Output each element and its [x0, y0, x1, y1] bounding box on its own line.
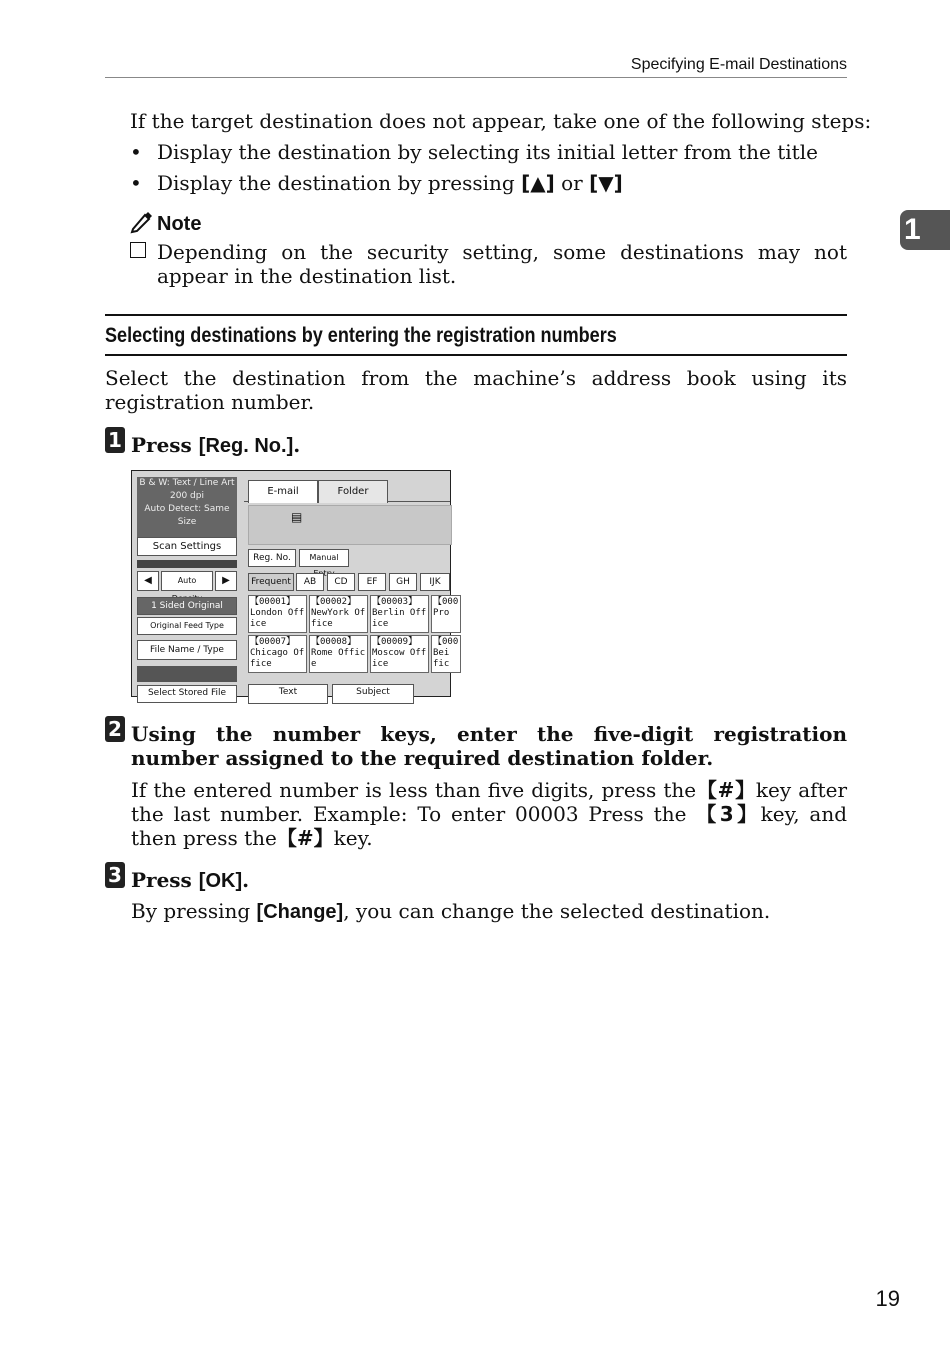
step-instruction: Press [OK]. — [131, 868, 250, 892]
three-key: 【3】 — [696, 802, 761, 826]
density-right-button[interactable]: ▶ — [215, 571, 237, 591]
bullet-text: Display the destination by pressing — [157, 171, 515, 195]
title-ijk[interactable]: IJK — [420, 573, 450, 591]
change-key: [Change] — [256, 901, 344, 923]
destination-entry[interactable]: 【00001】 London Off ice — [248, 595, 307, 633]
address-icon: ▤ — [291, 510, 303, 524]
original-feed-button[interactable]: Original Feed Type — [137, 617, 237, 635]
hash-key: 【#】 — [276, 826, 334, 850]
step-number: 2 — [105, 716, 125, 742]
section-rule-bottom — [105, 354, 847, 356]
section-rule-top — [105, 314, 847, 316]
chapter-tab: 1 — [900, 210, 950, 250]
select-stored-file-button[interactable]: Select Stored File — [137, 685, 237, 703]
destination-entry[interactable]: 【00008】 Rome Offic e — [309, 635, 368, 673]
down-key: [▼] — [589, 171, 623, 195]
step-instruction: Using the number keys, enter the five-digit registration number assigned to the required destination folder. — [131, 722, 847, 770]
section-title: Selecting destinations by entering the registration numbers — [105, 324, 617, 347]
scan-status-panel: B & W: Text / Line Art 200 dpi Auto Detect: Same Size — [137, 477, 237, 547]
hash-key: 【#】 — [696, 778, 756, 802]
title-ef[interactable]: EF — [358, 573, 386, 591]
control-panel-screenshot — [131, 470, 459, 698]
reg-no-key: [Reg. No.] — [198, 435, 294, 457]
bullet-item — [157, 171, 623, 195]
tab-email[interactable]: E-mail — [248, 480, 318, 503]
step-number: 3 — [105, 862, 125, 888]
bullet-dot: • — [130, 140, 142, 164]
up-key: [▲] — [521, 171, 555, 195]
manual-entry-button[interactable]: Manual — [299, 549, 349, 567]
tab-folder[interactable]: Folder — [318, 480, 388, 503]
destination-entry[interactable]: 【00007】 Chicago Of fice — [248, 635, 307, 673]
running-head: Specifying E-mail Destinations — [630, 56, 847, 73]
pencil-icon — [130, 211, 154, 237]
note-item: Depending on the security setting, some destinations may not appear in the destination list. — [157, 240, 847, 288]
destination-entry[interactable]: 【00002】 NewYork Of fice — [309, 595, 368, 633]
title-ab[interactable]: AB — [296, 573, 324, 591]
sided-original-button[interactable]: 1 Sided Original — [137, 597, 237, 615]
step-instruction: Press [Reg. No.]. — [131, 433, 301, 457]
destination-field — [248, 505, 452, 545]
title-cd[interactable]: CD — [327, 573, 355, 591]
title-gh[interactable]: GH — [389, 573, 417, 591]
bullet-item: Display the destination by selecting its initial letter from the title — [157, 140, 818, 164]
file-name-button[interactable]: File Name / Type — [137, 640, 237, 660]
destination-entry[interactable]: 【000 Pro — [431, 595, 461, 633]
page-number: 19 — [875, 1286, 900, 1311]
density-label: Auto — [161, 571, 213, 591]
bullet-or: or — [561, 171, 583, 195]
density-left-button[interactable]: ◀ — [137, 571, 159, 591]
intro-text: If the target destination does not appear, take one of the following steps: — [130, 109, 872, 133]
density-scale — [137, 560, 237, 568]
checkbox-icon — [130, 242, 146, 258]
step-detail: By pressing [Change], you can change the selected destination. — [131, 899, 771, 923]
text-button[interactable]: Text — [248, 684, 328, 704]
title-frequent[interactable]: Frequent — [248, 573, 294, 591]
ok-key: [OK] — [198, 870, 243, 892]
reg-no-button[interactable]: Reg. No. — [248, 549, 296, 567]
step-number: 1 — [105, 427, 125, 453]
destination-entry[interactable]: 【00003】 Berlin Off ice — [370, 595, 429, 633]
section-intro: Select the destination from the machine’s address book using its registration number. — [105, 366, 847, 414]
divider-bar — [137, 666, 237, 682]
destination-entry[interactable]: 【00009】 Moscow Off ice — [370, 635, 429, 673]
bullet-dot: • — [130, 171, 142, 195]
destination-entry[interactable]: 【000 Bei fic — [431, 635, 461, 673]
header-rule — [105, 77, 847, 78]
step-detail: If the entered number is less than five digits, press the【#】key after the last number. Example: To enter 00003 Press the 【3】key, and then press the【#】key. — [131, 778, 848, 850]
note-heading: Note — [157, 213, 202, 235]
subject-button[interactable]: Subject — [332, 684, 414, 704]
scan-settings-button[interactable]: Scan Settings — [137, 537, 237, 556]
